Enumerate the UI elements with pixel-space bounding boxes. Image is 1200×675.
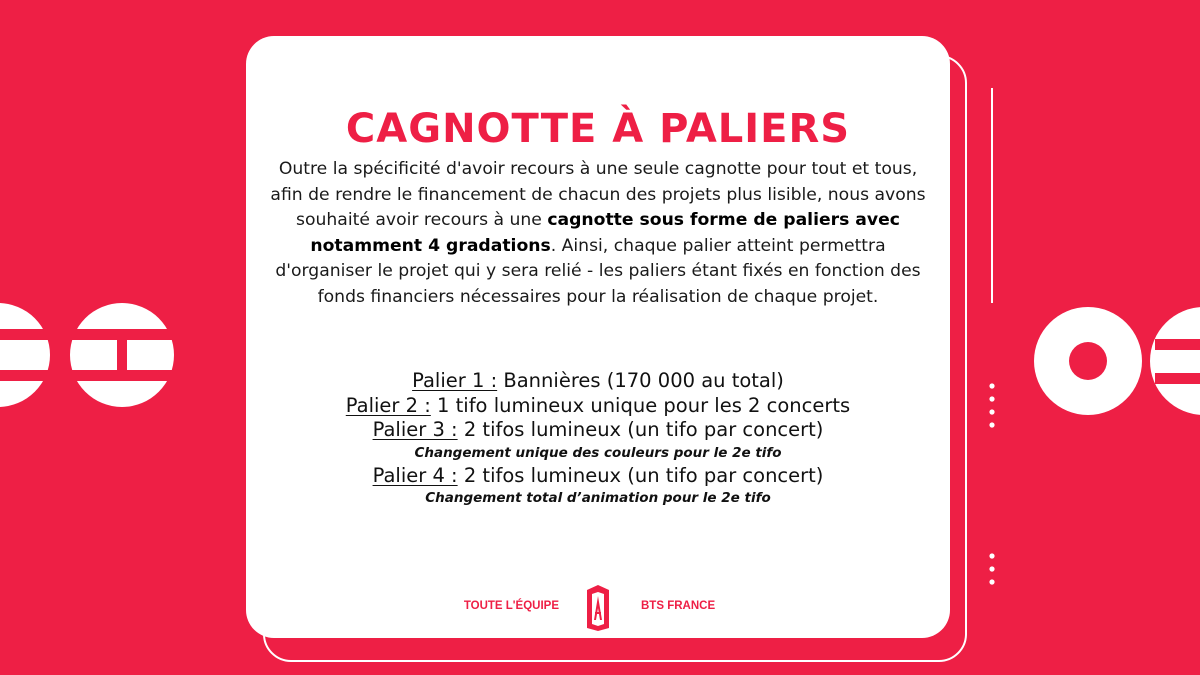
tier-1-text: Bannières (170 000 au total) (497, 369, 784, 392)
tier-2-label: Palier 2 : (345, 393, 431, 417)
tier-3 (246, 418, 950, 443)
footer-team-label: TOUTE L'ÉQUIPE (463, 600, 559, 612)
intro-text-part1: Outre la spécificité d'avoir recours à une seule cagnotte pour tout et tous, afin de rendre le financement de chacun des projets plus lisible, nous avons souhaité avoir recours à une (270, 159, 926, 230)
vertical-dots-icon (982, 88, 1002, 593)
tier-4 (246, 464, 950, 489)
tier-4-text: 2 tifos lumineux (un tifo par concert) (457, 463, 824, 487)
intro-text-bold: cagnotte sous forme de paliers avec notamment 4 gradations (310, 210, 900, 256)
tier-2 (246, 394, 950, 419)
left-decorative-circles-icon (0, 300, 190, 420)
footer-org-label: BTS FRANCE (641, 600, 716, 612)
page-title: CAGNOTTE À PALIERS (345, 106, 851, 152)
tier-3-note: Changement unique des couleurs pour le 2e tifo (414, 444, 782, 461)
tier-3-label: Palier 3 : (372, 418, 458, 441)
tier-4-label: Palier 4 : (372, 463, 458, 487)
tier-list (246, 369, 950, 509)
tier-4-note: Changement total d’animation pour le 2e tifo (425, 490, 771, 506)
tier-1-label: Palier 1 : (412, 369, 498, 392)
right-decorative-circles-icon (1030, 305, 1200, 420)
tier-3-text: 2 tifos lumineux (un tifo par concert) (457, 418, 824, 441)
bts-france-logo-icon (585, 584, 611, 632)
tier-2-text: 1 tifo lumineux unique pour les 2 concerts (430, 393, 851, 417)
intro-text-part2: . Ainsi, chaque palier atteint permettra d'organiser le projet qui y sera relié - les paliers étant fixés en fonction des fonds financiers nécessaires pour la réalisation de chaque projet. (275, 235, 921, 307)
intro-paragraph (266, 157, 930, 310)
footer (246, 584, 950, 632)
content-card (246, 36, 950, 638)
tier-1 (246, 369, 950, 394)
